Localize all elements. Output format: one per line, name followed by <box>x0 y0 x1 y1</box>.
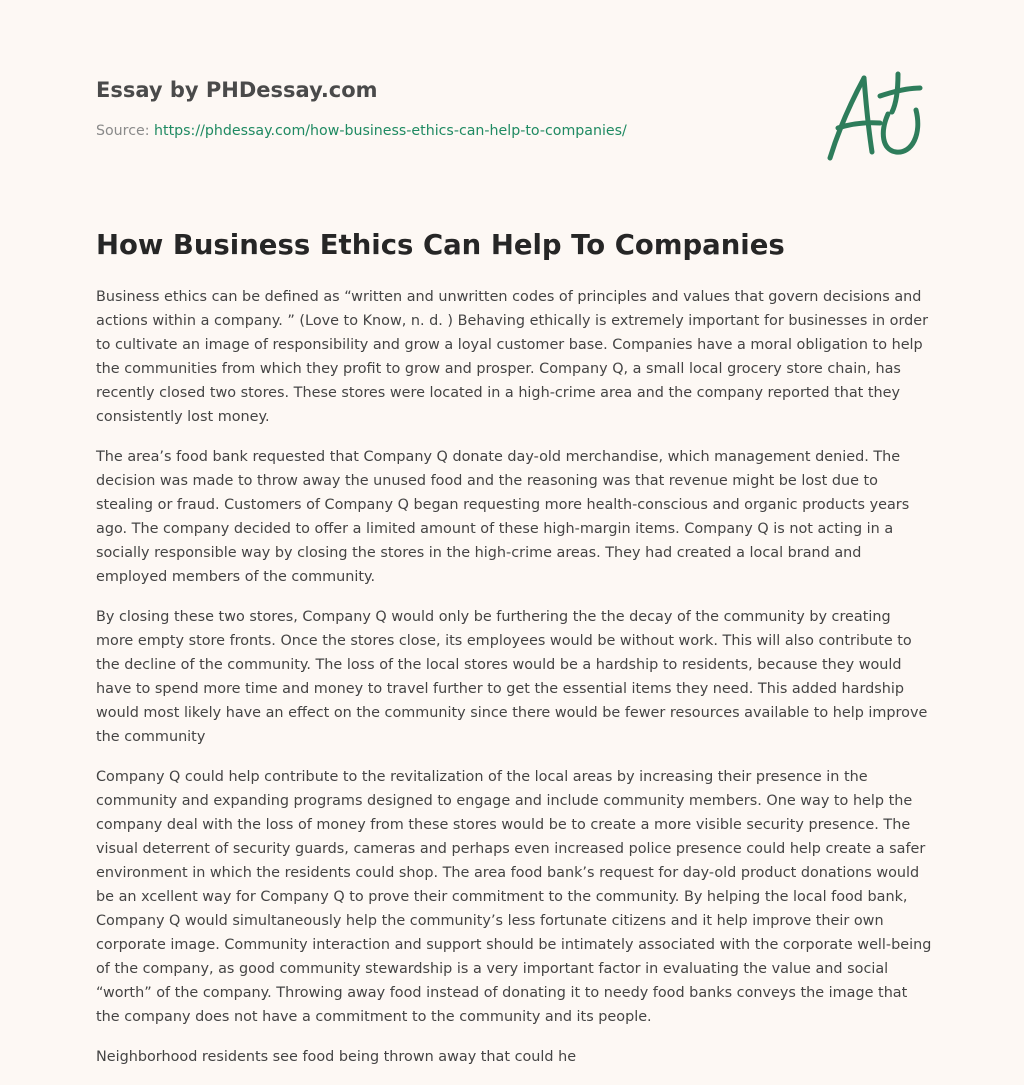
a-plus-logo-icon <box>820 66 930 166</box>
source-link[interactable]: https://phdessay.com/how-business-ethics-can-help-to-companies/ <box>154 123 627 139</box>
paragraph: The area’s food bank requested that Company Q donate day-old merchandise, which management denied. The decision was made to throw away the unused food and the reasoning was that revenue might be lost due to stealing or fraud. Customers of Company Q began requesting more health-conscious and organic products years ago. The company decided to offer a limited amount of these high-margin items. Company Q is not acting in a socially responsible way by closing the stores in the high-crime areas. They had created a local brand and employed members of the community. <box>96 449 910 585</box>
source-line <box>96 123 627 139</box>
paragraph: Business ethics can be defined as “written and unwritten codes of principles and values that govern decisions and actions within a company. ” (Love to Know, n. d. ) Behaving ethically is extremely important for businesses in order to cultivate an image of responsibility and grow a loyal customer base. Companies have a moral obligation to help the communities from which they profit to grow and prosper. Company Q, a small local grocery store chain, has recently closed two stores. These stores were located in a high-crime area and the company reported that they consistently lost money. <box>96 289 929 425</box>
source-label: Source: <box>96 123 150 139</box>
brand-title: Essay by PHDessay.com <box>96 78 378 102</box>
page-title: How Business Ethics Can Help To Companies <box>96 229 785 261</box>
paragraph: Company Q could help contribute to the revitalization of the local areas by increasing their presence in the community and expanding programs designed to engage and include community members. One way to help the company deal with the loss of money from these stores would be to create a more visible security presence. The visual deterrent of security guards, cameras and perhaps even increased police presence could help create a safer environment in which the residents could shop. The area food bank’s request for day-old product donations would be an xcellent way for Company Q to prove their commitment to the community. By helping the local food bank, Company Q would simultaneously help the community’s less fortunate citizens and it help improve their own corporate image. Community interaction and support should be intimately associated with the corporate well-being of the company, as good community stewardship is a very important factor in evaluating the value and social “worth” of the company. Throwing away food instead of donating it to needy food banks conveys the image that the company does not have a commitment to the community and its people. <box>96 769 932 1025</box>
paragraph: Neighborhood residents see food being thrown away that could he <box>96 1049 577 1065</box>
article-body <box>96 285 932 1085</box>
site-header <box>96 76 796 104</box>
paragraph: By closing these two stores, Company Q would only be furthering the the decay of the community by creating more empty store fronts. Once the stores close, its employees would be without work. This will also contribute to the decline of the community. The loss of the local stores would be a hardship to residents, because they would have to spend more time and money to travel further to get the essential items they need. This added hardship would most likely have an effect on the community since there would be fewer resources available to help improve the community <box>96 609 928 745</box>
